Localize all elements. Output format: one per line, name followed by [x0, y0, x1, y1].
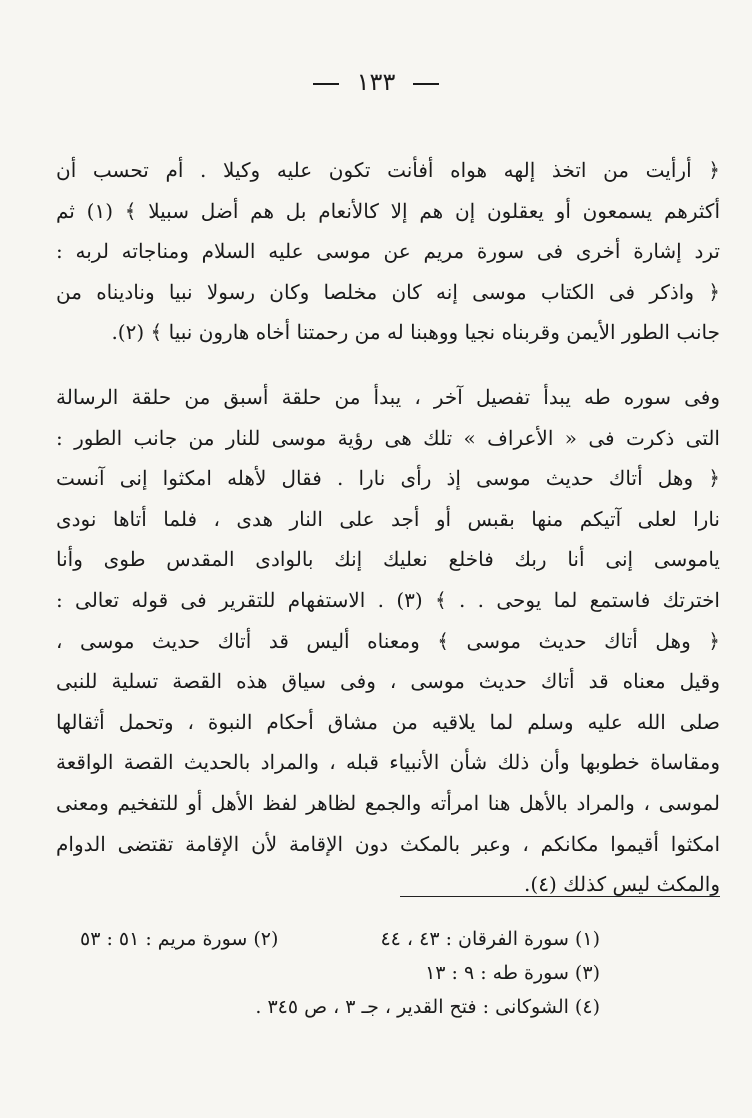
footnote-2: (٢) سورة مريم : ٥١ : ٥٣	[80, 928, 279, 950]
text-line: لموسى ، والمراد بالأهل هنا امرأته والجمع لظاهر لفظ الأهل أو للتفخيم ومعنى	[56, 790, 720, 815]
footnote-separator	[400, 896, 720, 897]
footnote-row	[80, 956, 600, 990]
paragraph-1	[56, 150, 720, 353]
text-line: ﴿ واذكر فى الكتاب موسى إنه كان مخلصا وكان رسولا نبيا وناديناه من	[56, 279, 720, 304]
text-line: اخترتك فاستمع لما يوحى . . ﴾ (٣) . الاستفهام للتقرير فى قوله تعالى :	[56, 587, 720, 612]
page-number: ١٣٣	[356, 68, 396, 96]
text-line: ومقاساة خطوبها وأن ذلك شأن الأنبياء قبله ، والمراد بالحديث القصة الواقعة	[56, 750, 720, 775]
footnote-1: (١) سورة الفرقان : ٤٣ ، ٤٤	[380, 928, 600, 950]
text-line: جانب الطور الأيمن وقربناه نجيا ووهبنا له من رحمتنا أخاه هارون نبيا ﴾ (٢).	[111, 320, 720, 345]
left-dash	[313, 83, 339, 85]
footnote-4: (٤) الشوكانى : فتح القدير ، جـ ٣ ، ص ٣٤٥ .	[255, 996, 600, 1018]
page-number-header	[0, 68, 752, 96]
text-line: ترد إشارة أخرى فى سورة مريم عن موسى عليه السلام ومناجاته لربه :	[56, 239, 720, 264]
right-dash	[413, 83, 439, 85]
text-line: والمكث ليس كذلك (٤).	[524, 872, 720, 897]
text-line: ياموسى إنى أنا ربك فاخلع نعليك إنك بالوادى المقدس طوى وأنا	[56, 547, 720, 572]
text-line: التى ذكرت فى « الأعراف » تلك هى رؤية موسى للنار من جانب الطور :	[56, 425, 720, 450]
text-line: نارا لعلى آتيكم منها بقبس أو أجد على النار هدى ، فلما أتاها نودى	[56, 506, 720, 531]
text-line: ﴿ وهل أتاك حديث موسى ﴾ ومعناه أليس قد أتاك حديث موسى ،	[56, 628, 720, 653]
footnote-3: (٣) سورة طه : ٩ : ١٣	[425, 962, 600, 984]
text-line: صلى الله عليه وسلم لما يلاقيه من مشاق أحكام النبوة ، وتحمل أثقالها	[56, 709, 720, 734]
text-line: امكثوا أقيموا مكانكم ، وعبر بالمكث دون الإقامة لأن الإقامة تقتضى الدوام	[56, 831, 720, 856]
text-line: وقيل معناه قد أتاك حديث موسى ، وفى سياق هذه القصة تسلية للنبى	[56, 669, 720, 694]
text-line: ﴿ وهل أتاك حديث موسى إذ رأى نارا . فقال لأهله امكثوا إنى آنست	[56, 466, 720, 491]
footnote-row	[80, 922, 600, 956]
text-line: أكثرهم يسمعون أو يعقلون إن هم إلا كالأنعام بل هم أضل سبيلا ﴾ (١) ثم	[56, 198, 720, 223]
text-line: وفى سوره طه يبدأ تفصيل آخر ، يبدأ من حلقة أسبق من حلقة الرسالة	[56, 384, 720, 409]
body-text	[56, 150, 720, 905]
text-line: ﴿ أرأيت من اتخذ إلهه هواه أفأنت تكون عليه وكيلا . أم تحسب أن	[56, 158, 720, 182]
footnote-row	[80, 990, 600, 1024]
footnotes	[80, 922, 600, 1024]
paragraph-2	[56, 377, 720, 905]
